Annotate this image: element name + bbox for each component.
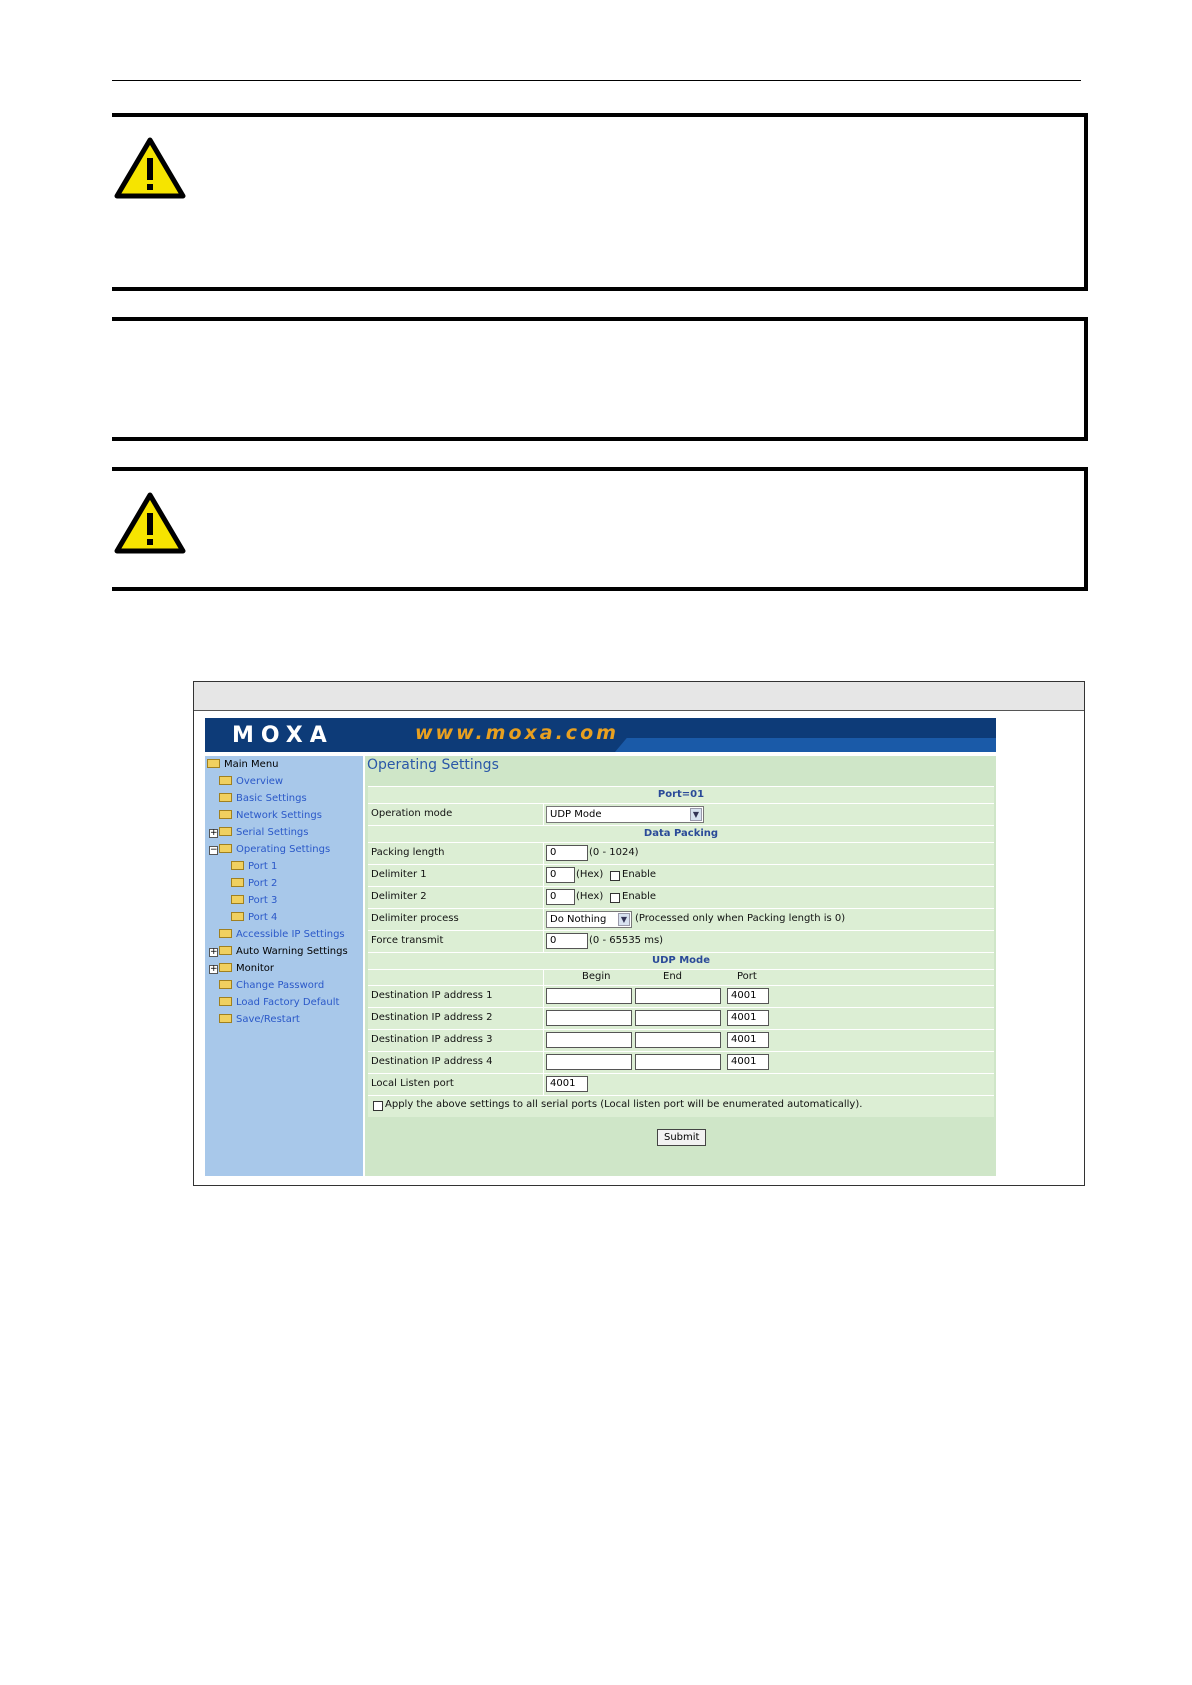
destination-row [368,985,994,1007]
chevron-down-icon: ▼ [690,808,702,821]
warning-icon [114,491,186,555]
sidebar-item-monitor[interactable]: Monitor [219,961,274,976]
data-packing-header: Data Packing [368,825,994,842]
folder-icon [219,997,232,1006]
delimiter2-label: Delimiter 2 [371,891,427,902]
folder-icon [231,912,244,921]
sidebar-item-main-menu[interactable]: Main Menu [207,757,279,772]
delimiter2-enable-checkbox[interactable] [610,893,620,903]
col-port: Port [737,971,757,982]
sidebar-item-port-2[interactable]: Port 2 [231,876,277,891]
folder-icon [207,759,220,768]
screenshot-frame [193,681,1085,1186]
expand-icon[interactable]: + [210,964,218,974]
folder-icon [219,963,232,972]
page-header-rule [112,80,1081,81]
folder-icon [219,844,232,853]
sidebar-item-load-factory-default[interactable]: Load Factory Default [219,995,339,1010]
submit-button[interactable]: Submit [657,1129,706,1146]
folder-icon [219,1014,232,1023]
warning-box-1 [112,113,1088,291]
folder-icon [231,878,244,887]
local-listen-label: Local Listen port [371,1078,454,1089]
destination-begin-input[interactable] [546,1032,632,1048]
folder-icon [219,810,232,819]
delimiter2-hex-note: (Hex) [576,891,604,902]
warning-icon [114,136,186,200]
destination-end-input[interactable] [635,1054,721,1070]
delimiter-process-value: Do Nothing [550,914,607,925]
chevron-down-icon: ▼ [618,913,630,926]
operation-mode-value: UDP Mode [550,809,602,820]
moxa-url[interactable]: www.moxa.com [415,722,619,744]
folder-icon [219,776,232,785]
force-transmit-note: (0 - 65535 ms) [589,935,664,946]
sidebar-item-network-settings[interactable]: Network Settings [219,808,322,823]
col-begin: Begin [582,971,611,982]
web-console [205,718,996,1176]
operation-mode-label: Operation mode [371,808,453,819]
sidebar-item-save-restart[interactable]: Save/Restart [219,1012,300,1027]
packing-length-row [368,842,994,864]
destination-begin-input[interactable] [546,1010,632,1026]
folder-icon [219,793,232,802]
sidebar-item-change-password[interactable]: Change Password [219,978,324,993]
destination-label: Destination IP address 1 [371,990,493,1001]
apply-all-checkbox[interactable] [373,1101,383,1111]
udp-column-header-row [368,969,994,985]
folder-icon [219,929,232,938]
delimiter-process-row [368,908,994,930]
delimiter1-enable-checkbox[interactable] [610,871,620,881]
frame-header [194,682,1084,711]
sidebar-item-auto-warning[interactable]: Auto Warning Settings [219,944,348,959]
destination-port-input[interactable]: 4001 [727,1032,769,1048]
packing-length-label: Packing length [371,847,445,858]
delimiter-process-select[interactable] [546,911,632,928]
apply-all-row [368,1095,994,1117]
local-listen-row [368,1073,994,1095]
folder-icon [231,861,244,870]
sidebar-item-port-1[interactable]: Port 1 [231,859,277,874]
sidebar-item-operating-settings[interactable]: Operating Settings [219,842,330,857]
col-end: End [663,971,683,982]
operation-mode-row [368,803,994,825]
delimiter1-row [368,864,994,886]
destination-end-input[interactable] [635,1010,721,1026]
delimiter1-label: Delimiter 1 [371,869,427,880]
force-transmit-input[interactable]: 0 [546,933,588,949]
force-transmit-row [368,930,994,952]
delimiter-process-label: Delimiter process [371,913,459,924]
destination-row [368,1007,994,1029]
destination-row [368,1029,994,1051]
folder-icon [219,980,232,989]
destination-label: Destination IP address 3 [371,1034,493,1045]
sidebar-item-port-3[interactable]: Port 3 [231,893,277,908]
folder-icon [231,895,244,904]
collapse-icon[interactable]: − [210,845,218,855]
page-title: Operating Settings [367,757,499,773]
destination-label: Destination IP address 2 [371,1012,493,1023]
folder-icon [219,827,232,836]
destination-end-input[interactable] [635,1032,721,1048]
expand-icon[interactable]: + [210,828,218,838]
sidebar-item-accessible-ip[interactable]: Accessible IP Settings [219,927,345,942]
sidebar-item-port-4[interactable]: Port 4 [231,910,277,925]
sidebar-item-basic-settings[interactable]: Basic Settings [219,791,307,806]
destination-row [368,1051,994,1073]
delimiter2-input[interactable]: 0 [546,889,575,905]
destination-port-input[interactable]: 4001 [727,988,769,1004]
folder-icon [219,946,232,955]
delimiter2-row [368,886,994,908]
sidebar [205,756,363,1176]
local-listen-input[interactable]: 4001 [546,1076,588,1092]
moxa-banner [205,718,996,752]
destination-label: Destination IP address 4 [371,1056,493,1067]
banner-stripe [615,738,996,752]
warning-box-2 [112,467,1088,591]
expand-icon[interactable]: + [210,947,218,957]
note-box [112,317,1088,441]
operation-mode-select[interactable] [546,806,704,823]
destination-end-input[interactable] [635,988,721,1004]
destination-port-input[interactable]: 4001 [727,1054,769,1070]
force-transmit-label: Force transmit [371,935,444,946]
delimiter1-input[interactable]: 0 [546,867,575,883]
content-panel [365,756,996,1176]
sidebar-item-serial-settings[interactable]: Serial Settings [219,825,309,840]
apply-all-label: Apply the above settings to all serial ports (Local listen port will be enumerated automatically). [385,1099,863,1110]
delimiter-process-note: (Processed only when Packing length is 0) [635,913,846,924]
destination-begin-input[interactable] [546,988,632,1004]
moxa-logo: MOXA [232,723,334,748]
sidebar-item-overview[interactable]: Overview [219,774,283,789]
udp-mode-header: UDP Mode [368,952,994,969]
delimiter1-enable-label: Enable [622,869,657,880]
packing-length-note: (0 - 1024) [589,847,639,858]
port-header: Port=01 [368,786,994,803]
destination-begin-input[interactable] [546,1054,632,1070]
destination-port-input[interactable]: 4001 [727,1010,769,1026]
delimiter2-enable-label: Enable [622,891,657,902]
packing-length-input[interactable]: 0 [546,845,588,861]
delimiter1-hex-note: (Hex) [576,869,604,880]
